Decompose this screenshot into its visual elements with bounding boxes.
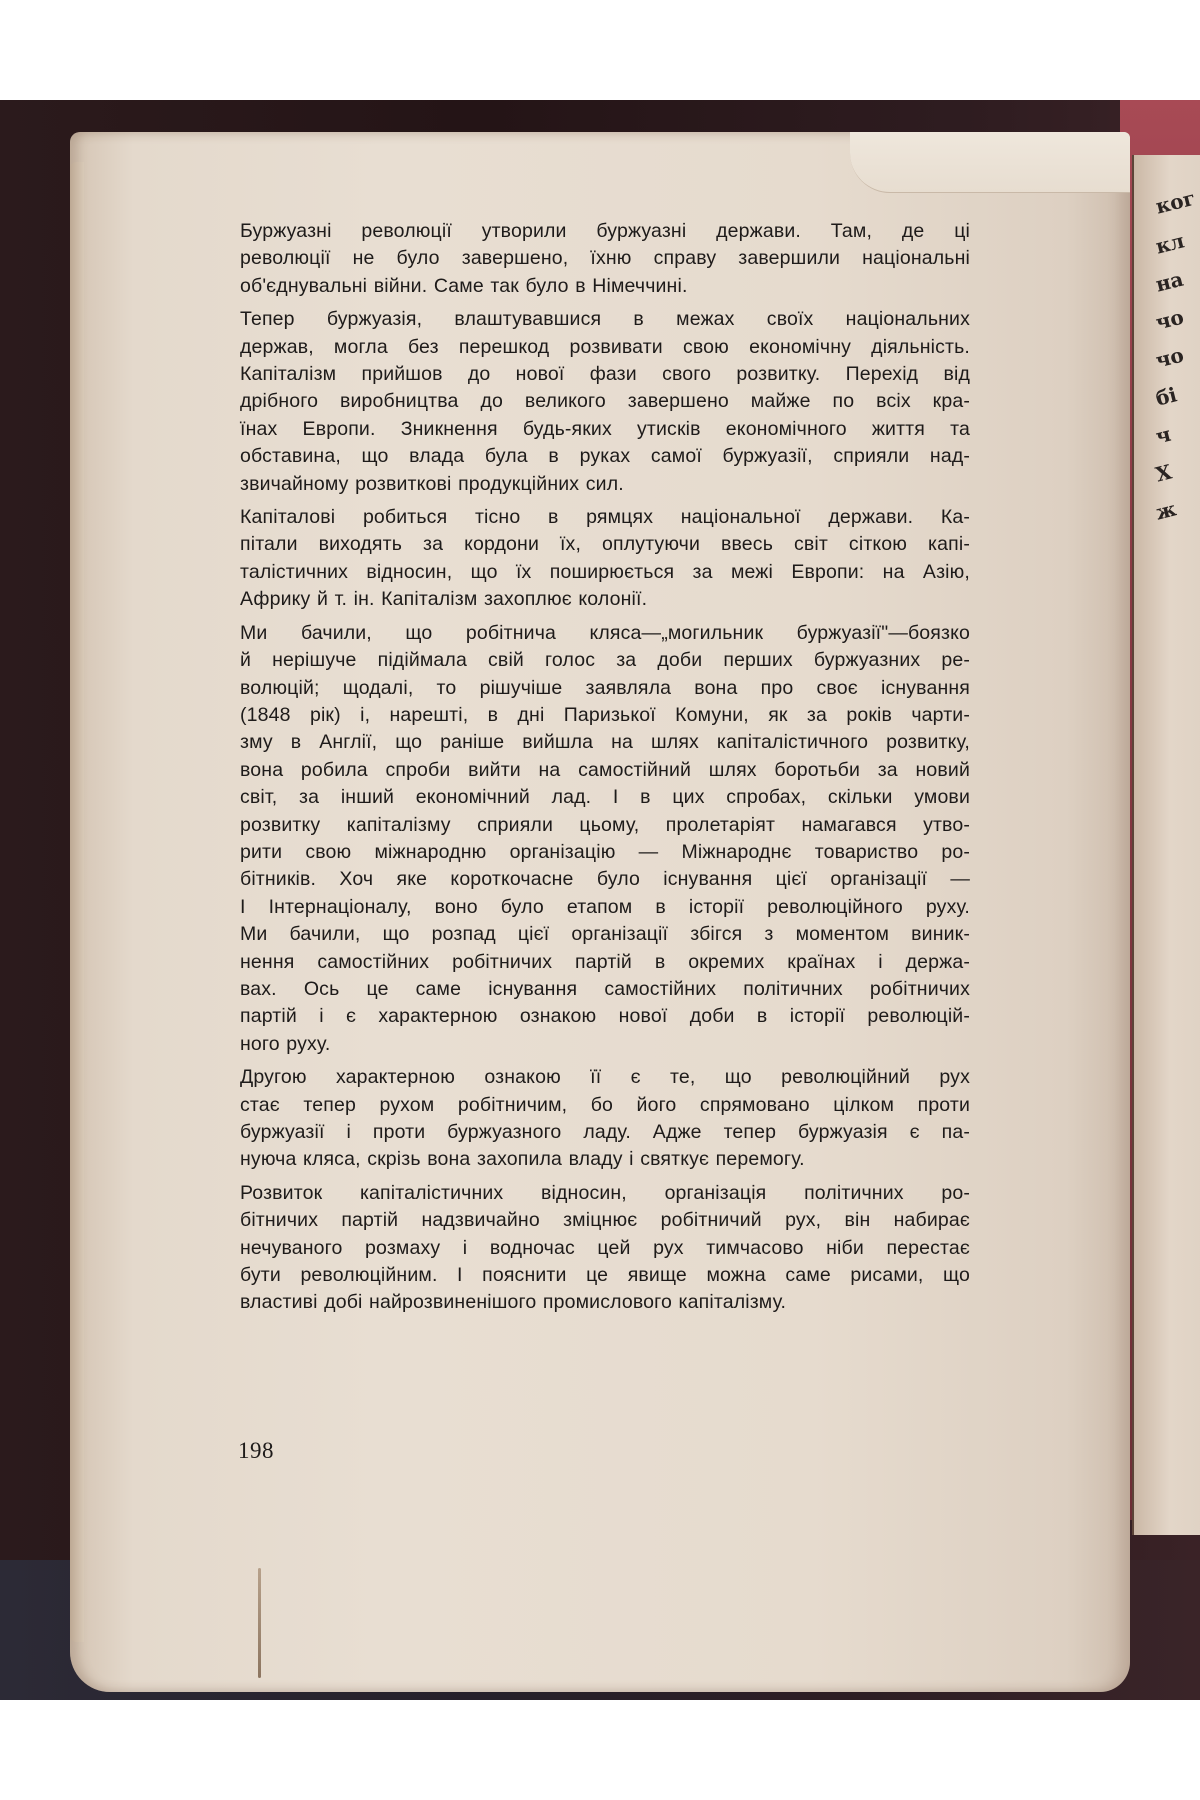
text-line: Розвиток капіталістичних відносин, організація політичних ро- <box>240 1181 970 1204</box>
page-body-text <box>196 218 970 1323</box>
text-line: бітників. Хоч яке короткочасне було існування цієї організації — <box>240 868 970 891</box>
text-line: нуюча кляса, скрізь вона захопила владу і святкує перемогу. <box>240 1148 805 1171</box>
page-stack-edge <box>70 162 84 1642</box>
paragraph-2 <box>196 306 970 498</box>
text-line: І Інтернаціоналу, воно було етапом в історії революційного руху. <box>240 895 970 918</box>
facing-page-fragment: кл <box>1153 228 1187 259</box>
facing-page-fragment: ког <box>1153 185 1198 219</box>
paragraph-6 <box>196 1180 970 1317</box>
text-line: держав, могла без перешкод розвивати свою економічну діяльність. <box>240 335 970 358</box>
paragraph-1 <box>196 218 970 300</box>
text-line: звичайному розвиткові продукційних сил. <box>240 472 624 495</box>
text-line: (1848 рік) і, нарешті, в дні Паризької Комуни, як за років чарти- <box>240 703 970 726</box>
paper-crease <box>258 1568 261 1678</box>
text-line: бути революційним. І пояснити це явище можна саме рисами, що <box>240 1264 970 1287</box>
text-line: революції не було завершено, їхню справу завершили національні <box>240 247 970 270</box>
text-line: Ми бачили, що розпад цієї організації збігся з моментом виник- <box>240 923 970 946</box>
text-line: об'єднувальні війни. Саме так було в Німеччині. <box>240 274 688 297</box>
text-line: Буржуазні революції утворили буржуазні держави. Там, де ці <box>240 220 970 242</box>
text-line: рити свою міжнародню організацію — Міжнароднє товариство ро- <box>240 840 970 863</box>
facing-page-fragment: чо <box>1153 342 1187 373</box>
text-line: Капіталізм прийшов до нової фази свого розвитку. Перехід від <box>240 363 970 386</box>
text-line: талістичних відносин, що їх поширюється за межі Европи: на Азію, <box>240 560 970 583</box>
text-line: світ, за інший економічний лад. І в цих спробах, скільки умови <box>240 786 970 809</box>
text-line: пітали виходять за кордони їх, оплутуючи ввесь світ сіткою капі- <box>240 533 970 556</box>
text-line: вах. Ось це саме існування самостійних політичних робітничих <box>240 977 970 1000</box>
text-line: й нерішуче підіймала свій голос за доби перших буржуазних ре- <box>240 649 970 672</box>
text-line: вона робила спроби вийти на самостійний шлях боротьби за новий <box>240 758 970 781</box>
page-number: 198 <box>238 1438 274 1463</box>
paragraph-3 <box>196 504 970 614</box>
text-line: волюцій; щодалі, то рішучіше заявляла вона про своє існування <box>240 676 970 699</box>
torn-corner <box>850 132 1130 193</box>
text-line: нення самостійних робітничих партій в окремих країнах і держа- <box>240 950 970 973</box>
text-line: Другою характерною ознакою її є те, що революційний рух <box>240 1066 970 1089</box>
paragraph-4 <box>196 620 970 1059</box>
text-line: партій і є характерною ознакою нової доби в історії революцій- <box>240 1005 970 1028</box>
text-line: їнах Европи. Зникнення будь-яких утисків економічного життя та <box>240 417 970 440</box>
text-line: нечуваного розмаху і водночас цей рух тимчасово ніби перестає <box>240 1236 970 1259</box>
facing-page-fragment: на <box>1153 266 1186 297</box>
text-line: Ми бачили, що робітнича кляса—„могильник буржуазії"—боязко <box>240 621 970 644</box>
text-line: дрібного виробництва до великого завершено майже по всіх кра- <box>240 390 970 413</box>
text-line: бітничих партій надзвичайно зміцнює робітничий рух, він набирає <box>240 1209 970 1232</box>
text-line: обставина, що влада була в руках самої буржуазії, сприяли над- <box>240 445 970 468</box>
facing-page <box>1132 155 1200 1535</box>
paragraph-5 <box>196 1064 970 1174</box>
facing-page-fragment: ч <box>1153 421 1174 449</box>
text-line: розвитку капіталізму сприяли цьому, пролетаріят намагався утво- <box>240 813 970 836</box>
text-line: буржуазії і проти буржуазного ладу. Адже тепер буржуазія є па- <box>240 1121 970 1143</box>
text-line: Капіталові робиться тісно в рямцях національної держави. Ка- <box>240 506 970 529</box>
text-line: зму в Англії, що раніше вийшла на шлях капіталістичного розвитку, <box>240 731 970 754</box>
text-line: Тепер буржуазія, влаштувавшися в межах своїх національних <box>240 308 970 331</box>
text-line: Африку й т. ін. Капіталізм захоплює колонії. <box>240 588 648 611</box>
facing-page-fragment: чо <box>1153 304 1187 335</box>
text-line: властиві добі найрозвиненішого промислового капіталізму. <box>240 1291 787 1314</box>
text-line: стає тепер рухом робітничим, бо його спрямовано цілком проти <box>240 1093 970 1116</box>
facing-page-fragment: Х <box>1153 459 1174 487</box>
facing-page-fragment: ж <box>1153 496 1179 525</box>
facing-page-fragment: бі <box>1153 382 1180 411</box>
text-line: ного руху. <box>240 1032 331 1055</box>
